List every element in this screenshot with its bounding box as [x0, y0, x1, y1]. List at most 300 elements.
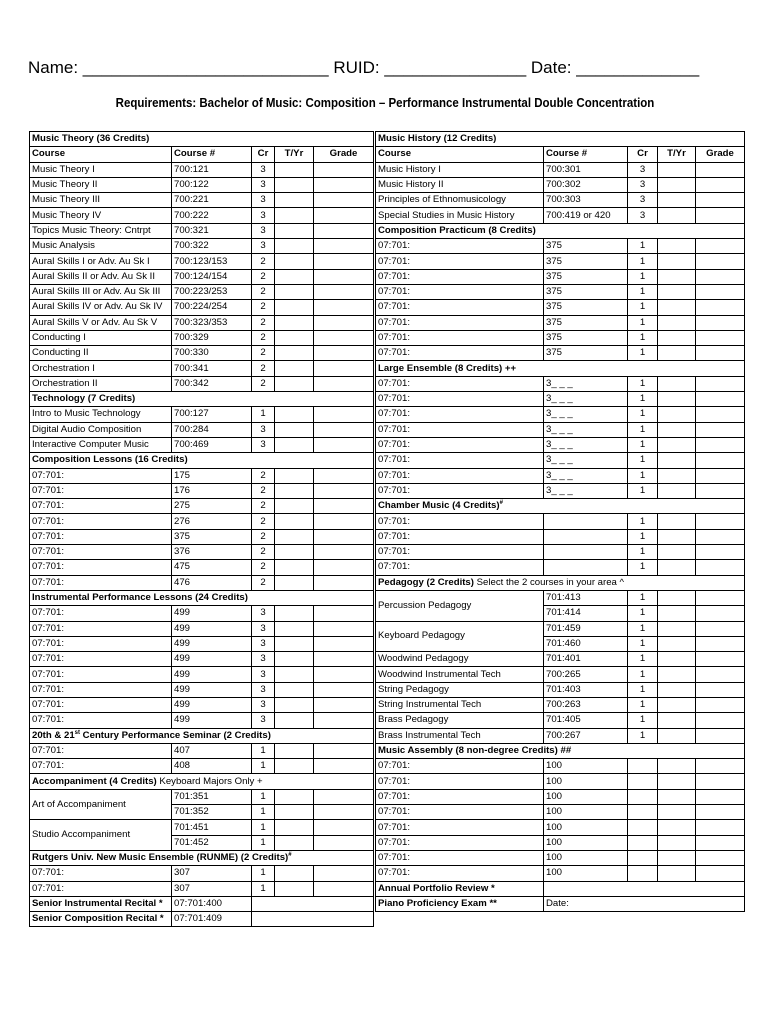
term-year-field [658, 667, 696, 682]
course-name: Principles of Ethnomusicology [376, 193, 544, 208]
course-number: 3_ _ _ [544, 453, 628, 468]
section-music-history [376, 132, 745, 147]
term-year-field [275, 499, 314, 514]
course-number: 499 [172, 636, 252, 651]
course-number: 700:222 [172, 208, 252, 223]
course-credits: 1 [628, 514, 658, 529]
course-number: 275 [172, 499, 252, 514]
recital-label: Senior Instrumental Recital * [30, 896, 172, 911]
course-credits: 1 [252, 805, 275, 820]
course-credits: 1 [628, 346, 658, 361]
course-credits: 3 [628, 162, 658, 177]
course-name: 07:701: [376, 468, 544, 483]
course-credits: 1 [252, 866, 275, 881]
course-credits: 3 [252, 223, 275, 238]
course-credits: 1 [252, 789, 275, 804]
course-row [376, 193, 745, 208]
course-number: 176 [172, 483, 252, 498]
course-number: 100 [544, 866, 628, 881]
course-number: 499 [172, 697, 252, 712]
course-credits [628, 774, 658, 789]
section-title: 20th & 21 [32, 729, 75, 741]
term-year-field [658, 346, 696, 361]
grade-field [696, 300, 745, 315]
course-row [30, 499, 374, 514]
course-row [376, 239, 745, 254]
grade-field [696, 590, 745, 605]
term-year-field [658, 606, 696, 621]
course-row [376, 407, 745, 422]
section-header-row [30, 453, 374, 468]
course-name: Topics Music Theory: Cntrpt [30, 223, 172, 238]
course-number: 700:221 [172, 193, 252, 208]
course-credits: 2 [252, 315, 275, 330]
course-row [30, 789, 374, 804]
course-credits: 2 [252, 468, 275, 483]
term-year-field [275, 468, 314, 483]
grade-field [696, 269, 745, 284]
term-year-field [275, 300, 314, 315]
course-credits [628, 759, 658, 774]
term-year-field [275, 223, 314, 238]
course-name: 07:701: [376, 805, 544, 820]
course-row [30, 820, 374, 835]
course-row [30, 193, 374, 208]
course-row [376, 682, 745, 697]
course-number: 476 [172, 575, 252, 590]
course-number: 701:452 [172, 835, 252, 850]
grade-field [696, 697, 745, 712]
term-year-field [658, 805, 696, 820]
course-number: 701:351 [172, 789, 252, 804]
term-year-field [275, 284, 314, 299]
course-row [376, 483, 745, 498]
course-credits: 2 [252, 254, 275, 269]
course-row [376, 728, 745, 743]
grade-field [314, 866, 374, 881]
course-credits: 2 [252, 483, 275, 498]
grade-field [314, 667, 374, 682]
course-credits: 3 [252, 162, 275, 177]
grade-field [696, 193, 745, 208]
course-name: 07:701: [376, 545, 544, 560]
grade-field [696, 254, 745, 269]
grade-field [314, 437, 374, 452]
course-number: 700:223/253 [172, 284, 252, 299]
course-credits: 1 [252, 743, 275, 758]
term-year-field [658, 208, 696, 223]
grade-field [314, 820, 374, 835]
term-year-field [275, 239, 314, 254]
course-number: 700:284 [172, 422, 252, 437]
grade-field [696, 866, 745, 881]
term-year-field [658, 330, 696, 345]
recital-course-number: 07:701:409 [172, 912, 252, 927]
course-credits: 3 [252, 177, 275, 192]
term-year-field [275, 208, 314, 223]
course-number: 701:403 [544, 682, 628, 697]
section-header-row [30, 132, 374, 147]
term-year-field [658, 315, 696, 330]
term-year-field [275, 682, 314, 697]
course-row [30, 881, 374, 896]
grade-field [314, 743, 374, 758]
grade-field [696, 514, 745, 529]
course-number: 100 [544, 850, 628, 865]
section-footnote-mark: st [74, 729, 81, 736]
course-name: 07:701: [30, 514, 172, 529]
course-name: Special Studies in Music History [376, 208, 544, 223]
course-row [30, 330, 374, 345]
course-number: 701:352 [172, 805, 252, 820]
term-year-field [275, 697, 314, 712]
term-year-field [658, 866, 696, 881]
grade-field [696, 376, 745, 391]
term-year-field [658, 376, 696, 391]
course-number: 375 [544, 315, 628, 330]
term-year-field [275, 162, 314, 177]
course-credits: 3 [252, 208, 275, 223]
course-name: Intro to Music Technology [30, 407, 172, 422]
section-header-row [30, 774, 374, 789]
recital-row [30, 912, 374, 927]
course-row [30, 606, 374, 621]
grade-field [314, 713, 374, 728]
term-year-field [275, 835, 314, 850]
course-number [544, 514, 628, 529]
term-year-field [275, 437, 314, 452]
grade-field [696, 529, 745, 544]
final-requirement-label: Piano Proficiency Exam ** [376, 896, 544, 911]
course-name: 07:701: [376, 346, 544, 361]
course-row [30, 208, 374, 223]
course-number: 701:414 [544, 606, 628, 621]
course-number: 375 [544, 300, 628, 315]
term-year-field [275, 315, 314, 330]
course-credits: 2 [252, 499, 275, 514]
course-name: 07:701: [376, 835, 544, 850]
course-number: 307 [172, 881, 252, 896]
course-name: 07:701: [30, 743, 172, 758]
final-requirement-date [544, 881, 745, 896]
grade-field [696, 346, 745, 361]
grade-field [696, 667, 745, 682]
course-row [30, 300, 374, 315]
grade-field [696, 636, 745, 651]
term-year-field [658, 284, 696, 299]
course-number: 375 [544, 239, 628, 254]
course-credits: 3 [252, 422, 275, 437]
section-large-ensemble [376, 361, 745, 376]
term-year-field [275, 759, 314, 774]
course-number: 499 [172, 652, 252, 667]
course-number: 100 [544, 820, 628, 835]
term-year-field [658, 759, 696, 774]
course-credits: 1 [628, 437, 658, 452]
course-credits: 1 [628, 621, 658, 636]
course-credits: 2 [252, 545, 275, 560]
course-credits: 1 [628, 560, 658, 575]
course-number: 700:330 [172, 346, 252, 361]
grade-field [696, 606, 745, 621]
course-name: 07:701: [30, 529, 172, 544]
term-year-field [275, 193, 314, 208]
grade-field [314, 346, 374, 361]
term-year-field [658, 529, 696, 544]
course-name: 07:701: [376, 315, 544, 330]
course-row [30, 652, 374, 667]
course-row [30, 667, 374, 682]
course-credits: 1 [628, 468, 658, 483]
final-requirement-label: Annual Portfolio Review * [376, 881, 544, 896]
course-row [376, 392, 745, 407]
course-credits [628, 850, 658, 865]
course-name: 07:701: [30, 636, 172, 651]
term-year-field [658, 835, 696, 850]
course-name: 07:701: [376, 392, 544, 407]
recital-field [252, 912, 374, 927]
course-name: 07:701: [30, 866, 172, 881]
section-header-row [376, 361, 745, 376]
grade-field [314, 805, 374, 820]
grade-field [696, 468, 745, 483]
course-credits: 2 [252, 376, 275, 391]
course-row [30, 422, 374, 437]
course-credits: 3 [252, 621, 275, 636]
course-number: 700:124/154 [172, 269, 252, 284]
term-year-field [275, 269, 314, 284]
course-credits: 1 [628, 697, 658, 712]
course-row [376, 177, 745, 192]
column-header-grade: Grade [696, 147, 745, 162]
course-row [376, 346, 745, 361]
course-number: 276 [172, 514, 252, 529]
course-credits [628, 820, 658, 835]
course-name: Brass Pedagogy [376, 713, 544, 728]
course-name: 07:701: [376, 284, 544, 299]
course-row [30, 759, 374, 774]
course-credits: 2 [252, 361, 275, 376]
grade-field [696, 728, 745, 743]
course-number: 700:123/153 [172, 254, 252, 269]
course-credits: 1 [628, 254, 658, 269]
section-header-row [30, 850, 374, 865]
course-name: 07:701: [30, 621, 172, 636]
term-year-field [275, 483, 314, 498]
course-number: 700:303 [544, 193, 628, 208]
section-performance-seminar [30, 728, 374, 743]
course-credits: 1 [252, 407, 275, 422]
grade-field [696, 820, 745, 835]
course-row [30, 239, 374, 254]
course-number: 375 [544, 330, 628, 345]
section-composition-practicum [376, 223, 745, 238]
course-number: 175 [172, 468, 252, 483]
course-row [376, 300, 745, 315]
course-name: Music Theory III [30, 193, 172, 208]
grade-field [696, 652, 745, 667]
term-year-field [275, 254, 314, 269]
course-row [376, 254, 745, 269]
grade-field [314, 514, 374, 529]
course-name: 07:701: [30, 682, 172, 697]
course-number [544, 529, 628, 544]
course-row [30, 361, 374, 376]
course-number: 375 [544, 269, 628, 284]
grade-field [696, 453, 745, 468]
grade-field [314, 606, 374, 621]
grade-field [696, 330, 745, 345]
grade-field [314, 835, 374, 850]
course-name: 07:701: [30, 468, 172, 483]
course-credits: 1 [628, 453, 658, 468]
course-name: Music Theory I [30, 162, 172, 177]
course-name: 07:701: [376, 866, 544, 881]
course-row [376, 652, 745, 667]
section-chamber-music [376, 499, 745, 514]
course-name: Orchestration I [30, 361, 172, 376]
term-year-field [658, 392, 696, 407]
course-number: 407 [172, 743, 252, 758]
grade-field [696, 621, 745, 636]
course-credits: 3 [628, 208, 658, 223]
term-year-field [658, 545, 696, 560]
course-name: Music History I [376, 162, 544, 177]
term-year-field [658, 422, 696, 437]
section-music-theory [30, 132, 374, 147]
course-name: 07:701: [30, 697, 172, 712]
final-requirement-row [376, 881, 745, 896]
course-row [30, 284, 374, 299]
course-name: Aural Skills III or Adv. Au Sk III [30, 284, 172, 299]
course-number: 701:405 [544, 713, 628, 728]
course-number: 475 [172, 560, 252, 575]
section-instrumental-lessons [30, 590, 374, 605]
term-year-field [658, 728, 696, 743]
term-year-field [658, 193, 696, 208]
course-credits: 1 [252, 759, 275, 774]
course-name: 07:701: [376, 254, 544, 269]
course-name: Conducting II [30, 346, 172, 361]
course-row [376, 468, 745, 483]
grade-field [314, 759, 374, 774]
term-year-field [658, 437, 696, 452]
course-row [376, 208, 745, 223]
name-ruid-date-line: Name: __________________________ RUID: _______________ Date: _____________ [28, 58, 700, 77]
grade-field [314, 483, 374, 498]
section-header-row [30, 392, 374, 407]
course-name: 07:701: [30, 759, 172, 774]
course-name: 07:701: [30, 652, 172, 667]
course-number: 307 [172, 866, 252, 881]
course-name: 07:701: [30, 545, 172, 560]
section-note: Keyboard Majors Only + [156, 775, 263, 787]
course-credits [628, 789, 658, 804]
course-number: 700:329 [172, 330, 252, 345]
section-header-row [376, 223, 745, 238]
course-credits: 1 [628, 713, 658, 728]
term-year-field [275, 560, 314, 575]
term-year-field [658, 483, 696, 498]
term-year-field [275, 866, 314, 881]
course-row [376, 590, 745, 605]
course-number: 701:451 [172, 820, 252, 835]
course-credits: 1 [628, 667, 658, 682]
section-music-assembly [376, 743, 745, 758]
course-name: Aural Skills II or Adv. Au Sk II [30, 269, 172, 284]
course-row [30, 162, 374, 177]
course-number: 700:224/254 [172, 300, 252, 315]
course-number: 701:413 [544, 590, 628, 605]
grade-field [696, 713, 745, 728]
course-credits: 3 [252, 652, 275, 667]
course-name: 07:701: [30, 483, 172, 498]
course-row [30, 682, 374, 697]
column-header-grade: Grade [314, 147, 374, 162]
grade-field [314, 499, 374, 514]
course-credits: 2 [252, 560, 275, 575]
final-requirement-date: Date: [544, 896, 745, 911]
course-name: Music Analysis [30, 239, 172, 254]
course-name: 07:701: [30, 499, 172, 514]
grade-field [314, 330, 374, 345]
section-runme [30, 850, 374, 865]
section-title-rest: Century Performance Seminar (2 Credits) [80, 729, 271, 741]
course-row [30, 866, 374, 881]
course-number: 499 [172, 682, 252, 697]
right-requirements-table [375, 131, 745, 912]
course-row [376, 376, 745, 391]
course-number: 375 [544, 254, 628, 269]
course-credits: 1 [628, 483, 658, 498]
term-year-field [275, 606, 314, 621]
course-row [30, 514, 374, 529]
course-name: Aural Skills IV or Adv. Au Sk IV [30, 300, 172, 315]
course-credits: 2 [252, 575, 275, 590]
course-name: 07:701: [376, 529, 544, 544]
term-year-field [658, 789, 696, 804]
course-name: Aural Skills I or Adv. Au Sk I [30, 254, 172, 269]
course-row [376, 621, 745, 636]
grade-field [314, 162, 374, 177]
course-row [376, 774, 745, 789]
term-year-field [658, 514, 696, 529]
grade-field [314, 697, 374, 712]
course-name: Conducting I [30, 330, 172, 345]
course-name: Orchestration II [30, 376, 172, 391]
course-row [30, 575, 374, 590]
course-name: Keyboard Pedagogy [376, 621, 544, 652]
course-credits: 3 [628, 177, 658, 192]
course-credits: 3 [252, 682, 275, 697]
course-credits: 1 [628, 392, 658, 407]
course-name: 07:701: [376, 483, 544, 498]
grade-field [696, 239, 745, 254]
course-credits: 3 [252, 636, 275, 651]
column-header-course-number: Course # [172, 147, 252, 162]
section-title: Composition Lessons (16 Credits) [32, 454, 188, 466]
course-row [376, 162, 745, 177]
course-number: 700:121 [172, 162, 252, 177]
course-number: 100 [544, 835, 628, 850]
course-name: 07:701: [376, 453, 544, 468]
course-row [30, 376, 374, 391]
course-number: 499 [172, 606, 252, 621]
course-name: Percussion Pedagogy [376, 590, 544, 621]
grade-field [314, 239, 374, 254]
course-credits: 1 [252, 881, 275, 896]
course-row [30, 468, 374, 483]
